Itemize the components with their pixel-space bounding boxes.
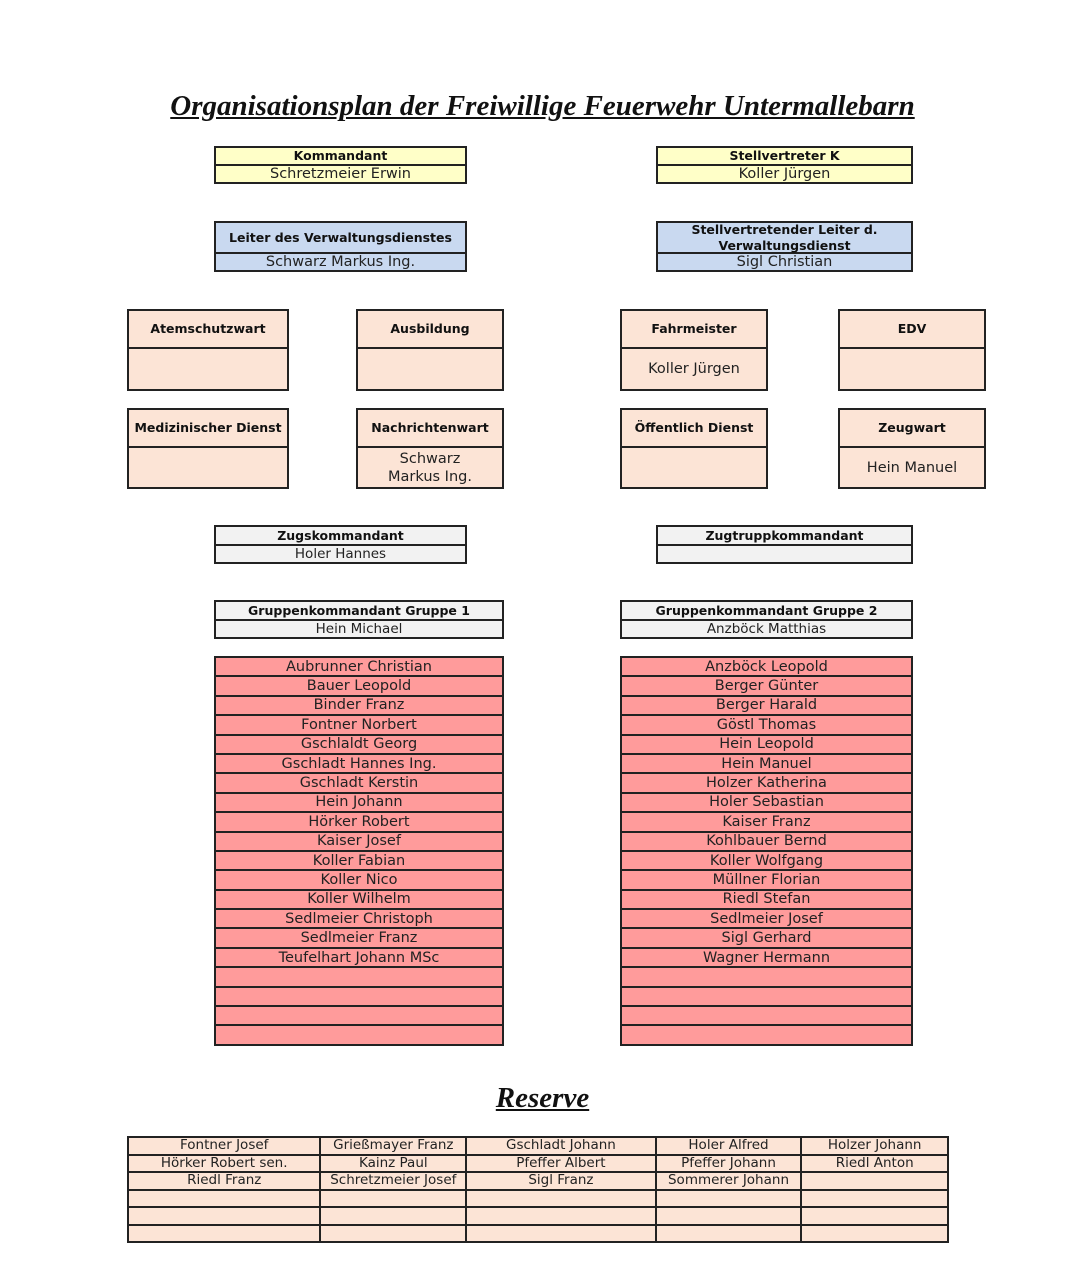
- member-row: Holzer Katherina: [622, 774, 911, 793]
- reserve-cell: [128, 1225, 320, 1243]
- sachgebiet-name: Hein Manuel: [866, 459, 958, 476]
- member-row: Binder Franz: [216, 697, 502, 716]
- sachgebiet-name: [622, 448, 766, 487]
- member-row: [622, 988, 911, 1007]
- member-row: Hörker Robert: [216, 813, 502, 832]
- gruppe2-member-list: [620, 656, 913, 1046]
- reserve-cell: [801, 1225, 948, 1243]
- reserve-title: Reserve: [495, 1082, 590, 1114]
- page-title: Organisationsplan der Freiwillige Feuerwehr Untermallebarn: [170, 90, 915, 122]
- member-row: Göstl Thomas: [622, 716, 911, 735]
- reserve-row: [128, 1190, 948, 1208]
- member-row: Müllner Florian: [622, 871, 911, 890]
- reserve-cell: Sigl Franz: [466, 1172, 655, 1190]
- member-row: Gschlaldt Georg: [216, 736, 502, 755]
- member-row: Berger Günter: [622, 677, 911, 696]
- reserve-cell: Fontner Josef: [128, 1137, 320, 1155]
- reserve-cell: Riedl Franz: [128, 1172, 320, 1190]
- member-row: [622, 1026, 911, 1045]
- verwaltung-leiter-label: Leiter des Verwaltungsdienstes: [216, 223, 465, 254]
- reserve-cell: [656, 1207, 802, 1225]
- member-row: Kohlbauer Bernd: [622, 833, 911, 852]
- sachgebiet-edv: [838, 309, 986, 391]
- verwaltung-stellv-label: Stellvertretender Leiter d. Verwaltungsdienst: [658, 223, 911, 254]
- zugtruppkommandant-label: Zugtruppkommandant: [658, 527, 911, 546]
- reserve-cell: [656, 1190, 802, 1208]
- gruppe2-kommandant: Anzböck Matthias: [706, 621, 827, 637]
- reserve-cell: Gschladt Johann: [466, 1137, 655, 1155]
- sachgebiet-label: Fahrmeister: [622, 311, 766, 349]
- sachgebiet-name: [129, 448, 287, 487]
- sachgebiet-name: [129, 349, 287, 389]
- sachgebiet-label: Zeugwart: [840, 410, 984, 448]
- member-row: Berger Harald: [622, 697, 911, 716]
- reserve-row: [128, 1207, 948, 1225]
- sachgebiet-nachrichtenwart: [356, 408, 504, 489]
- member-row: Sedlmeier Christoph: [216, 910, 502, 929]
- reserve-cell: Holzer Johann: [801, 1137, 948, 1155]
- reserve-cell: [320, 1225, 466, 1243]
- reserve-cell: [656, 1225, 802, 1243]
- member-row: Aubrunner Christian: [216, 658, 502, 677]
- reserve-row: [128, 1137, 948, 1155]
- reserve-cell: Kainz Paul: [320, 1155, 466, 1173]
- verwaltung-stellv-box: [656, 221, 913, 272]
- reserve-cell: [320, 1190, 466, 1208]
- member-row: [216, 1026, 502, 1045]
- reserve-row: [128, 1225, 948, 1243]
- reserve-cell: Pfeffer Johann: [656, 1155, 802, 1173]
- sachgebiet-label: Atemschutzwart: [129, 311, 287, 349]
- reserve-cell: Sommerer Johann: [656, 1172, 802, 1190]
- reserve-cell: [466, 1207, 655, 1225]
- member-row: Teufelhart Johann MSc: [216, 949, 502, 968]
- sachgebiet-label: Ausbildung: [358, 311, 502, 349]
- sachgebiet-oeffentlich-dienst: [620, 408, 768, 489]
- member-row: Hein Leopold: [622, 736, 911, 755]
- member-row: Wagner Hermann: [622, 949, 911, 968]
- sachgebiet-name: Schwarz Markus Ing.: [388, 450, 472, 485]
- sachgebiet-medizinischer-dienst: [127, 408, 289, 489]
- member-row: Koller Nico: [216, 871, 502, 890]
- stellvertreter-name: Koller Jürgen: [738, 166, 831, 182]
- member-row: [622, 1007, 911, 1026]
- zugtruppkommandant-name: [658, 546, 911, 562]
- member-row: Hein Manuel: [622, 755, 911, 774]
- reserve-cell: Holer Alfred: [656, 1137, 802, 1155]
- member-row: [622, 968, 911, 987]
- verwaltung-leiter-box: [214, 221, 467, 272]
- stellvertreter-box: [656, 146, 913, 184]
- member-row: Holer Sebastian: [622, 794, 911, 813]
- sachgebiet-name: [358, 349, 502, 389]
- reserve-cell: [320, 1207, 466, 1225]
- member-row: Gschladt Kerstin: [216, 774, 502, 793]
- reserve-cell: Schretzmeier Josef: [320, 1172, 466, 1190]
- member-row: [216, 988, 502, 1007]
- sachgebiet-label: Nachrichtenwart: [358, 410, 502, 448]
- reserve-cell: Riedl Anton: [801, 1155, 948, 1173]
- member-row: Koller Wolfgang: [622, 852, 911, 871]
- member-row: Hein Johann: [216, 794, 502, 813]
- gruppe1-label: Gruppenkommandant Gruppe 1: [216, 602, 502, 621]
- reserve-cell: [466, 1225, 655, 1243]
- sachgebiet-ausbildung: [356, 309, 504, 391]
- kommandant-label: Kommandant: [216, 148, 465, 166]
- reserve-cell: [128, 1207, 320, 1225]
- gruppe2-label: Gruppenkommandant Gruppe 2: [622, 602, 911, 621]
- gruppe1-member-list: [214, 656, 504, 1046]
- sachgebiet-zeugwart: [838, 408, 986, 489]
- zugskommandant-label: Zugskommandant: [216, 527, 465, 546]
- sachgebiet-name: [840, 349, 984, 389]
- zugskommandant-box: [214, 525, 467, 564]
- gruppe2-kommandant-box: [620, 600, 913, 639]
- sachgebiet-label: EDV: [840, 311, 984, 349]
- reserve-cell: Grießmayer Franz: [320, 1137, 466, 1155]
- kommandant-box: [214, 146, 467, 184]
- reserve-row: [128, 1172, 948, 1190]
- gruppe1-kommandant: Hein Michael: [315, 621, 403, 637]
- reserve-cell: Hörker Robert sen.: [128, 1155, 320, 1173]
- member-row: Fontner Norbert: [216, 716, 502, 735]
- gruppe1-kommandant-box: [214, 600, 504, 639]
- sachgebiet-fahrmeister: [620, 309, 768, 391]
- member-row: Gschladt Hannes Ing.: [216, 755, 502, 774]
- member-row: Anzböck Leopold: [622, 658, 911, 677]
- member-row: [216, 1007, 502, 1026]
- reserve-cell: [801, 1172, 948, 1190]
- member-row: Koller Fabian: [216, 852, 502, 871]
- reserve-row: [128, 1155, 948, 1173]
- sachgebiet-atemschutzwart: [127, 309, 289, 391]
- verwaltung-leiter-name: Schwarz Markus Ing.: [265, 254, 416, 270]
- member-row: Riedl Stefan: [622, 891, 911, 910]
- member-row: Sedlmeier Josef: [622, 910, 911, 929]
- member-row: Sigl Gerhard: [622, 929, 911, 948]
- kommandant-name: Schretzmeier Erwin: [270, 166, 411, 182]
- sachgebiet-name: Koller Jürgen: [648, 361, 740, 377]
- sachgebiet-label: Medizinischer Dienst: [129, 410, 287, 448]
- stellvertreter-label: Stellvertreter K: [658, 148, 911, 166]
- member-row: [216, 968, 502, 987]
- sachgebiet-label: Öffentlich Dienst: [622, 410, 766, 448]
- verwaltung-stellv-name: Sigl Christian: [736, 254, 833, 270]
- reserve-cell: Pfeffer Albert: [466, 1155, 655, 1173]
- member-row: Bauer Leopold: [216, 677, 502, 696]
- reserve-cell: [128, 1190, 320, 1208]
- member-row: Kaiser Franz: [622, 813, 911, 832]
- member-row: Kaiser Josef: [216, 833, 502, 852]
- reserve-cell: [466, 1190, 655, 1208]
- zugtruppkommandant-box: [656, 525, 913, 564]
- member-row: Sedlmeier Franz: [216, 929, 502, 948]
- reserve-cell: [801, 1190, 948, 1208]
- reserve-table: [127, 1136, 949, 1243]
- member-row: Koller Wilhelm: [216, 891, 502, 910]
- zugskommandant-name: Holer Hannes: [294, 546, 387, 562]
- reserve-cell: [801, 1207, 948, 1225]
